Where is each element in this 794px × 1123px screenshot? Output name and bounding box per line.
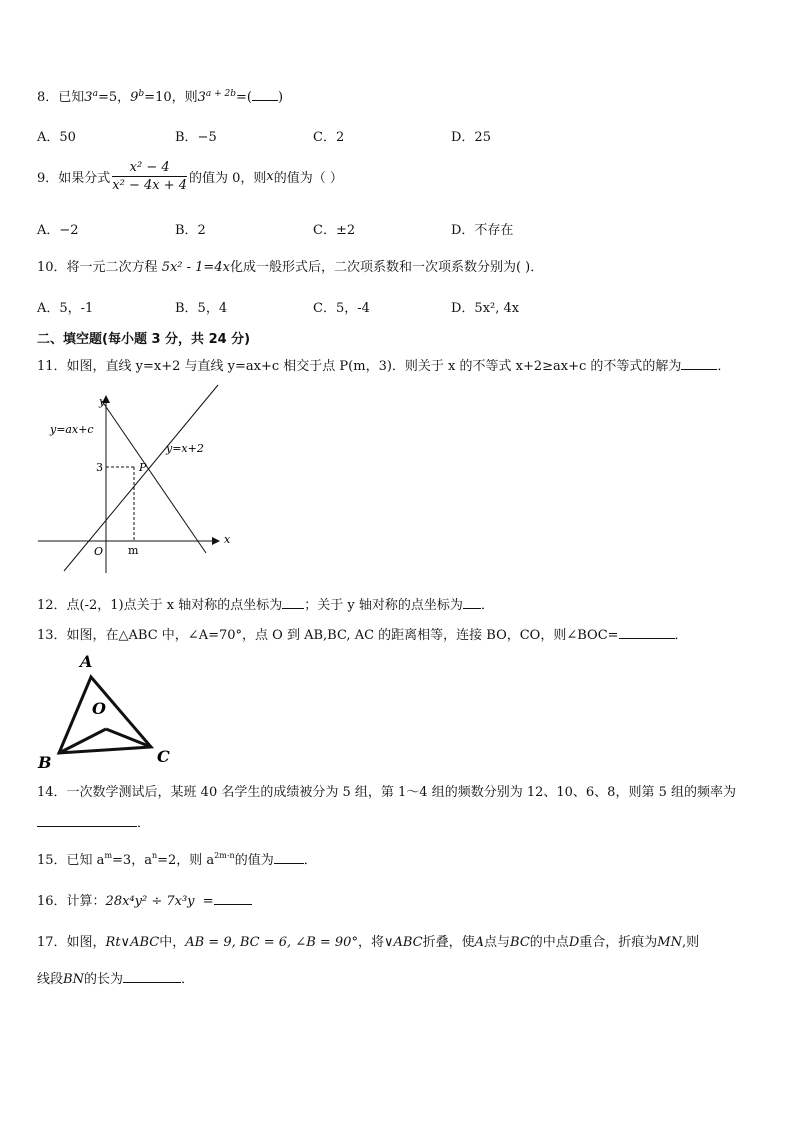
- q13-answer-blank: [619, 627, 675, 639]
- vertex-a-label: A: [80, 652, 93, 671]
- q15-text4: 的值为: [234, 853, 274, 868]
- question-17-line2: [37, 968, 194, 987]
- origin-label: O: [94, 545, 104, 558]
- q17-l2-t3: 的长为: [83, 972, 123, 987]
- q8-base1: 3: [84, 90, 93, 105]
- q12-text1: 12．点(-2，1)点关于 x 轴对称的点坐标为: [37, 598, 283, 613]
- q14-end: ．: [137, 816, 151, 831]
- point-p-label: P: [139, 461, 147, 474]
- question-14-line2: [37, 812, 150, 831]
- q16-text: 16．计算：: [37, 894, 106, 909]
- q17-t6: ∨ABC: [383, 935, 423, 950]
- q17-t12: D: [568, 935, 580, 950]
- line-y-ax-plus-c: [102, 401, 206, 553]
- q12-text3: ．: [480, 598, 494, 613]
- q8-exp1: a: [92, 89, 98, 99]
- q13-end: ．: [674, 628, 688, 643]
- question-16: [37, 890, 252, 909]
- q9-option-a: A．−2: [37, 223, 79, 238]
- q12-blank1: [282, 597, 304, 609]
- q9-option-d: D．不存在: [451, 223, 514, 238]
- q15-answer-blank: [274, 852, 304, 864]
- q10-equation: 5x² - 1=4x: [161, 260, 230, 275]
- q8-option-a: A．50: [37, 130, 76, 145]
- q9-option-b: B．2: [175, 223, 206, 238]
- q13-text: 13．如图，在△ABC 中，∠A=70°，点 O 到 AB,BC, AC 的距离相等，连接 BO，CO，则∠BOC=: [37, 628, 619, 643]
- question-8: [37, 86, 283, 105]
- q17-answer-blank: [123, 971, 181, 983]
- q11-graph: [30, 383, 235, 578]
- q8-val3: =(: [236, 90, 252, 105]
- q8-number: 8．: [37, 90, 59, 105]
- q9-var: x: [266, 169, 274, 184]
- q9-fraction: [112, 160, 187, 193]
- tick-y-3: 3: [96, 461, 103, 474]
- q9-post: 的值为（ ）: [273, 171, 343, 186]
- vertex-c-label: C: [157, 747, 170, 766]
- q10-option-d: D．5x², 4x: [451, 301, 520, 316]
- q17-t3: 中，: [159, 935, 186, 950]
- q15-exp3: 2m-n: [214, 851, 235, 860]
- question-11: [37, 355, 730, 374]
- q15-end: ．: [303, 853, 317, 868]
- q17-t8: A: [474, 935, 485, 950]
- q8-option-d: D．25: [451, 130, 491, 145]
- tick-x-m: m: [128, 544, 139, 557]
- q9-mid: 的值为 0，则: [189, 171, 267, 186]
- q15-exp1: m: [104, 851, 113, 860]
- section-heading: 二、填空题(每小题 3 分，共 24 分): [37, 332, 251, 347]
- q10-option-c: C．5，-4: [313, 301, 370, 316]
- q17-t15: ,则: [681, 935, 700, 950]
- question-14-line1: 14．一次数学测试后，某班 40 名学生的成绩被分为 5 组，第 1～4 组的频数分别为 12、10、6、8，则第 5 组的频率为: [37, 785, 736, 800]
- q8-base3: 3: [197, 90, 206, 105]
- q9-numerator: x² − 4: [112, 160, 187, 177]
- q16-answer-blank: [214, 893, 252, 905]
- q10-option-b: B．5，4: [175, 301, 228, 316]
- q11-end: ．: [717, 359, 731, 374]
- line-y-x-plus-2: [64, 385, 218, 571]
- q17-t11: 的中点: [529, 935, 569, 950]
- q17-t13: 重合，折痕为: [579, 935, 658, 950]
- q10-option-a: A．5，-1: [37, 301, 94, 316]
- q16-equals: =: [202, 894, 214, 909]
- y-axis-label: y: [99, 395, 106, 408]
- q17-t2: Rt∨ABC: [105, 935, 160, 950]
- q9-denominator: x² − 4x + 4: [112, 178, 188, 193]
- q10-text1: 10．将一元二次方程: [37, 260, 158, 275]
- q17-t5: ，将: [357, 935, 384, 950]
- q9-option-c: C．±2: [313, 223, 356, 238]
- q8-val1: =5，: [97, 90, 131, 105]
- q17-t4: AB = 9, BC = 6, ∠B = 90°: [185, 935, 358, 950]
- label-line-ax-c: y=ax+c: [50, 423, 94, 436]
- point-o-label: O: [92, 699, 106, 718]
- q8-exp3: a + 2b: [205, 89, 237, 99]
- question-12: [37, 594, 494, 613]
- x-axis-label: x: [224, 533, 231, 546]
- q15-text2: =3，a: [112, 853, 152, 868]
- q16-expression: 28x⁴y² ÷ 7x³y: [105, 894, 195, 909]
- q8-prefix: 已知: [58, 90, 85, 105]
- vertex-b-label: B: [38, 753, 52, 772]
- q12-text2: ；关于 y 轴对称的点坐标为: [304, 598, 463, 613]
- question-17-line1: [37, 931, 699, 950]
- q17-l2-t4: ．: [180, 972, 194, 987]
- q17-t10: BC: [510, 935, 530, 950]
- q8-exp2: b: [138, 89, 145, 99]
- q8-val2: =10，则: [144, 90, 198, 105]
- q14-answer-blank: [37, 815, 137, 827]
- q17-t1: 17．如图，: [37, 935, 106, 950]
- q17-t9: 点与: [484, 935, 511, 950]
- q17-l2-t2: BN: [63, 972, 84, 987]
- q11-text: 11．如图，直线 y=x+2 与直线 y=ax+c 相交于点 P(m，3)．则关于 x 的不等式 x+2≥ax+c 的不等式的解为: [37, 359, 682, 374]
- q8-base2: 9: [130, 90, 139, 105]
- q10-text2: 化成一般形式后，二次项系数和一次项系数分别为( )．: [229, 260, 544, 275]
- q8-option-c: C．2: [313, 130, 345, 145]
- q17-l2-t1: 线段: [37, 972, 64, 987]
- question-9: [37, 160, 343, 193]
- label-line-x-2: y=x+2: [166, 442, 204, 455]
- question-15: [37, 849, 317, 868]
- q8-answer-blank: [252, 89, 278, 101]
- q11-answer-blank: [681, 358, 717, 370]
- q12-blank2: [463, 597, 481, 609]
- q17-t7: 折叠，使: [422, 935, 475, 950]
- q9-text: 9．如果分式: [37, 171, 111, 186]
- q13-triangle-figure: [30, 650, 190, 775]
- question-13: [37, 624, 688, 643]
- q17-t14: MN: [657, 935, 682, 950]
- question-10: [37, 256, 543, 275]
- q8-option-b: B．−5: [175, 130, 217, 145]
- q8-close: ): [277, 90, 284, 105]
- q15-text3: =2，则 a: [157, 853, 215, 868]
- q15-text1: 15．已知 a: [37, 853, 105, 868]
- q15-exp2: n: [151, 851, 158, 860]
